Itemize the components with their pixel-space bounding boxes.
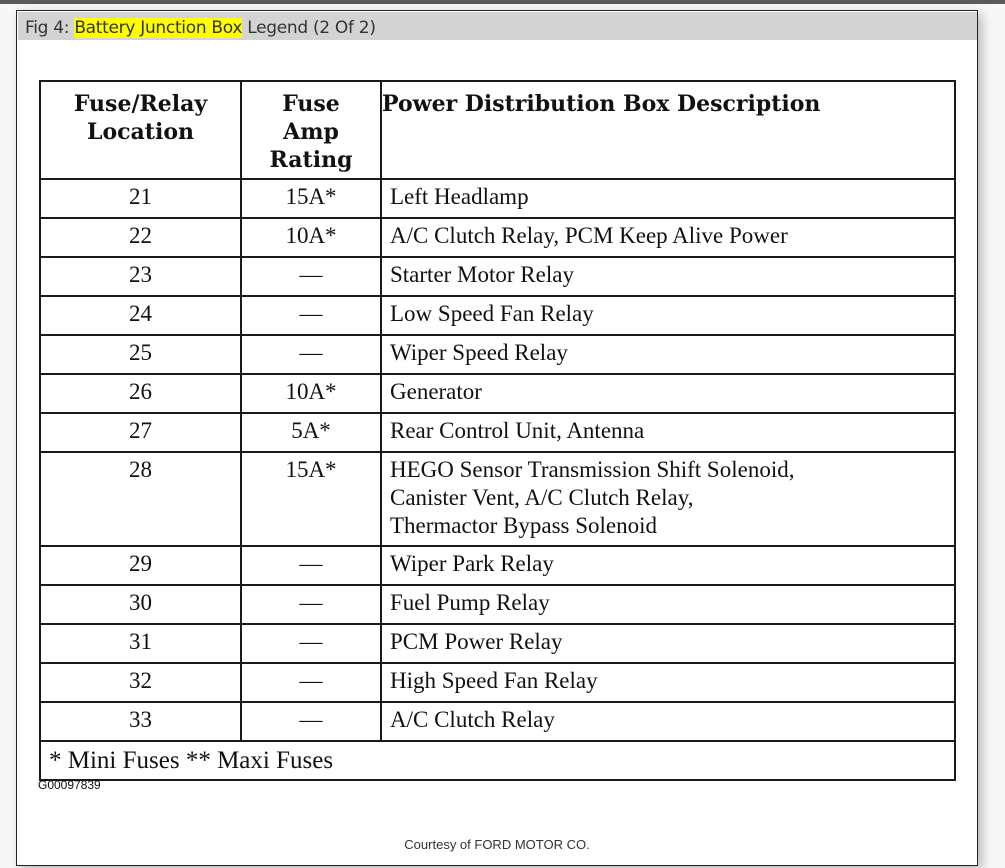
figure-caption (25, 18, 376, 38)
cell-rating: — (241, 702, 381, 741)
cell-rating: — (241, 585, 381, 624)
cell-location: 26 (40, 374, 241, 413)
table-header-row (40, 81, 955, 179)
table-row (40, 296, 955, 335)
description-line: HEGO Sensor Transmission Shift Solenoid, (390, 457, 795, 482)
cell-rating: — (241, 296, 381, 335)
cell-rating: 15A* (241, 452, 381, 546)
cell-description: A/C Clutch Relay (381, 702, 955, 741)
table-row (40, 413, 955, 452)
table-row (40, 374, 955, 413)
cell-description: Generator (381, 374, 955, 413)
cell-location: 31 (40, 624, 241, 663)
cell-description: High Speed Fan Relay (381, 663, 955, 702)
footnote: * Mini Fuses ** Maxi Fuses (40, 741, 955, 780)
cell-rating: 10A* (241, 374, 381, 413)
cell-location: 24 (40, 296, 241, 335)
cell-description: A/C Clutch Relay, PCM Keep Alive Power (381, 218, 955, 257)
header-description: Power Distribution Box Description (381, 81, 955, 179)
cell-location: 25 (40, 335, 241, 374)
fuse-legend-table (39, 80, 956, 781)
cell-rating: 15A* (241, 179, 381, 218)
caption-bar (18, 12, 977, 40)
table-row (40, 585, 955, 624)
caption-prefix: Fig 4: (25, 18, 75, 38)
table-row (40, 335, 955, 374)
cell-location: 23 (40, 257, 241, 296)
cell-location: 22 (40, 218, 241, 257)
cell-location: 33 (40, 702, 241, 741)
header-location: Fuse/Relay Location (40, 81, 241, 179)
header-rating: Fuse Amp Rating (241, 81, 381, 179)
cell-location: 28 (40, 452, 241, 546)
table-row (40, 218, 955, 257)
cell-location: 30 (40, 585, 241, 624)
cell-description: Wiper Park Relay (381, 546, 955, 585)
cell-description: Wiper Speed Relay (381, 335, 955, 374)
top-bar (0, 0, 1005, 4)
caption-highlight: Battery Junction Box (74, 18, 243, 38)
cell-description: Low Speed Fan Relay (381, 296, 955, 335)
cell-rating: — (241, 335, 381, 374)
table-row (40, 257, 955, 296)
cell-rating: 5A* (241, 413, 381, 452)
cell-rating: — (241, 624, 381, 663)
cell-rating: — (241, 257, 381, 296)
figure-id: G00097839 (38, 778, 101, 792)
cell-description: Fuel Pump Relay (381, 585, 955, 624)
table-row (40, 663, 955, 702)
caption-suffix: Legend (2 Of 2) (242, 18, 376, 38)
cell-location: 21 (40, 179, 241, 218)
table-row (40, 546, 955, 585)
cell-description: Starter Motor Relay (381, 257, 955, 296)
table-row (40, 179, 955, 218)
cell-location: 27 (40, 413, 241, 452)
table-row (40, 702, 955, 741)
description-line: Thermactor Bypass Solenoid (390, 513, 658, 538)
cell-description: Left Headlamp (381, 179, 955, 218)
cell-description: PCM Power Relay (381, 624, 955, 663)
courtesy-credit: Courtesy of FORD MOTOR CO. (404, 837, 590, 852)
table-row (40, 452, 955, 546)
description-line: Canister Vent, A/C Clutch Relay, (390, 485, 694, 510)
cell-description (381, 452, 955, 546)
figure-card (16, 10, 978, 866)
cell-location: 32 (40, 663, 241, 702)
cell-rating: — (241, 663, 381, 702)
cell-rating: — (241, 546, 381, 585)
cell-description: Rear Control Unit, Antenna (381, 413, 955, 452)
cell-location: 29 (40, 546, 241, 585)
table-footnote-row (40, 741, 955, 780)
cell-rating: 10A* (241, 218, 381, 257)
table-row (40, 624, 955, 663)
